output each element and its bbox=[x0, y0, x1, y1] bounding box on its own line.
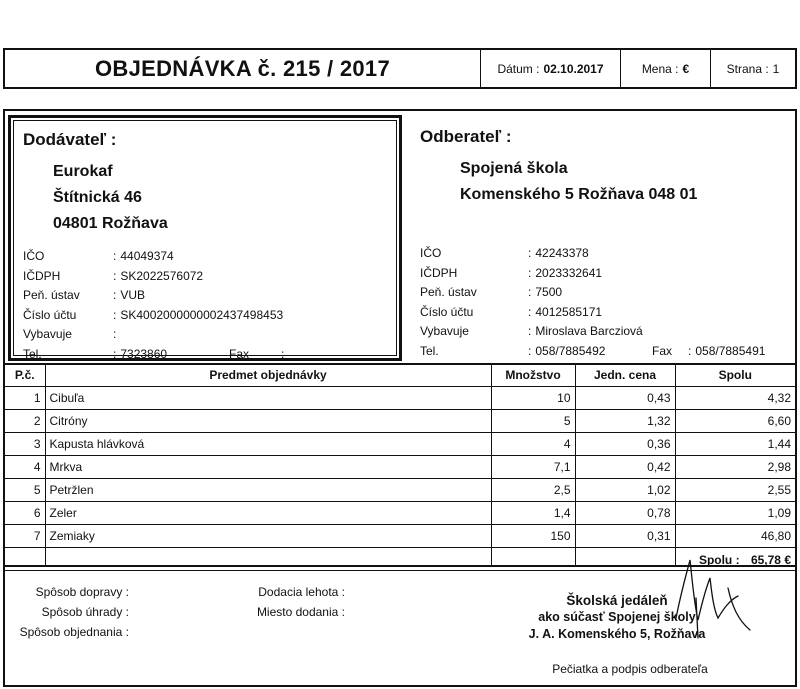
row-item: Zemiaky bbox=[45, 524, 491, 547]
currency-value: € bbox=[682, 61, 690, 76]
detail-key: Vybavuje bbox=[23, 327, 72, 341]
row-total: 6,60 bbox=[675, 409, 795, 432]
row-item: Cibuľa bbox=[45, 386, 491, 409]
buyer-phone-row bbox=[420, 342, 795, 362]
supplier-account-row bbox=[23, 306, 399, 326]
table-header-row bbox=[5, 364, 795, 386]
date-cell bbox=[481, 50, 621, 87]
col-header-no: P.č. bbox=[5, 364, 45, 386]
delivery-term-label: Dodacia lehota : bbox=[258, 585, 345, 599]
page-value: 1 bbox=[772, 61, 780, 76]
page-label: Strana : bbox=[726, 61, 769, 76]
order-title: OBJEDNÁVKA č. 215 / 2017 bbox=[5, 50, 481, 87]
table-row bbox=[5, 455, 795, 478]
table-row bbox=[5, 386, 795, 409]
detail-key: Číslo účtu bbox=[23, 307, 77, 322]
detail-key: IČO bbox=[23, 249, 45, 263]
detail-value: : VUB bbox=[109, 286, 145, 306]
row-unit-price: 1,02 bbox=[575, 478, 675, 501]
supplier-address bbox=[23, 159, 399, 237]
buyer-account-row bbox=[420, 303, 795, 323]
tel-value: : 7323860 bbox=[109, 345, 229, 365]
row-total: 4,32 bbox=[675, 386, 795, 409]
row-no: 3 bbox=[5, 432, 45, 455]
col-header-qty: Množstvo bbox=[491, 364, 575, 386]
row-no: 4 bbox=[5, 455, 45, 478]
row-qty: 150 bbox=[491, 524, 575, 547]
buyer-name: Spojená škola bbox=[460, 160, 568, 177]
row-qty: 5 bbox=[491, 409, 575, 432]
buyer-box bbox=[415, 115, 795, 361]
supplier-ico-row bbox=[23, 247, 399, 267]
detail-value: : 2023332641 bbox=[524, 264, 602, 284]
stamp-line: Školská jedáleň bbox=[566, 593, 668, 608]
buyer-street: Komenského 5 Rožňava 048 01 bbox=[460, 186, 698, 203]
row-item: Kapusta hlávková bbox=[45, 432, 491, 455]
row-total: 2,98 bbox=[675, 455, 795, 478]
supplier-heading: Dodávateľ : bbox=[23, 130, 117, 149]
row-unit-price: 0,78 bbox=[575, 501, 675, 524]
row-qty: 1,4 bbox=[491, 501, 575, 524]
detail-key: IČDPH bbox=[420, 265, 458, 280]
buyer-address bbox=[420, 156, 795, 208]
row-qty: 7,1 bbox=[491, 455, 575, 478]
delivery-place-label: Miesto dodania : bbox=[256, 605, 345, 619]
currency-cell bbox=[621, 50, 711, 87]
row-unit-price: 0,36 bbox=[575, 432, 675, 455]
supplier-details bbox=[23, 247, 399, 364]
buyer-details bbox=[420, 244, 795, 361]
row-no: 2 bbox=[5, 409, 45, 432]
fax-value bbox=[277, 345, 288, 365]
items-table bbox=[5, 363, 795, 567]
ordering-label: Spôsob objednania : bbox=[19, 625, 129, 639]
detail-key: Vybavuje bbox=[420, 324, 469, 338]
tel-label: Tel. bbox=[420, 343, 439, 358]
page-cell bbox=[711, 50, 795, 87]
stamp-line: ako súčasť Spojenej školy bbox=[538, 610, 696, 624]
fax-label: Fax bbox=[229, 346, 250, 361]
detail-key: Peň. ústav bbox=[420, 285, 477, 299]
supplier-street: Štítnická 46 bbox=[53, 189, 142, 206]
detail-value: : SK4002000000002437498453 bbox=[109, 306, 283, 326]
currency-label: Mena : bbox=[641, 61, 679, 76]
row-item: Zeler bbox=[45, 501, 491, 524]
supplier-bank-row bbox=[23, 286, 399, 306]
row-unit-price: 0,31 bbox=[575, 524, 675, 547]
row-unit-price: 0,42 bbox=[575, 455, 675, 478]
supplier-phone-row bbox=[23, 345, 399, 365]
supplier-icdph-row bbox=[23, 267, 399, 287]
col-header-item: Predmet objednávky bbox=[45, 364, 491, 386]
buyer-icdph-row bbox=[420, 264, 795, 284]
row-unit-price: 1,32 bbox=[575, 409, 675, 432]
signature-caption: Pečiatka a podpis odberateľa bbox=[552, 662, 708, 676]
row-qty: 4 bbox=[491, 432, 575, 455]
row-unit-price: 0,43 bbox=[575, 386, 675, 409]
buyer-bank-row bbox=[420, 283, 795, 303]
table-row bbox=[5, 524, 795, 547]
detail-value: : SK2022576072 bbox=[109, 267, 203, 287]
detail-key: Číslo účtu bbox=[420, 304, 474, 319]
transport-label: Spôsob dopravy : bbox=[35, 585, 129, 599]
handwritten-signature bbox=[668, 548, 758, 648]
detail-value: : Miroslava Barcziová bbox=[524, 322, 643, 342]
detail-key: IČDPH bbox=[23, 268, 61, 283]
row-total: 1,09 bbox=[675, 501, 795, 524]
buyer-ico-row bbox=[420, 244, 795, 264]
total-label: Spolu : bbox=[698, 553, 740, 567]
row-qty: 10 bbox=[491, 386, 575, 409]
fax-label: Fax bbox=[652, 343, 673, 358]
supplier-name: Eurokaf bbox=[53, 163, 113, 180]
detail-value: : 44049374 bbox=[109, 247, 174, 267]
supplier-city: 04801 Rožňava bbox=[53, 215, 168, 232]
supplier-contact-row bbox=[23, 325, 399, 345]
tel-label: Tel. bbox=[23, 346, 42, 361]
detail-key: Peň. ústav bbox=[23, 288, 80, 302]
detail-value: : 4012585171 bbox=[524, 303, 602, 323]
date-label: Dátum : bbox=[497, 61, 540, 76]
row-item: Petržlen bbox=[45, 478, 491, 501]
buyer-heading: Odberateľ : bbox=[420, 127, 512, 146]
detail-value bbox=[109, 325, 120, 345]
detail-key: IČO bbox=[420, 246, 442, 260]
row-item: Mrkva bbox=[45, 455, 491, 478]
fax-value: : 058/7885491 bbox=[684, 342, 765, 362]
detail-value: : 42243378 bbox=[524, 244, 589, 264]
table-row bbox=[5, 432, 795, 455]
table-row bbox=[5, 478, 795, 501]
date-value: 02.10.2017 bbox=[543, 61, 604, 76]
row-item: Citróny bbox=[45, 409, 491, 432]
row-no: 6 bbox=[5, 501, 45, 524]
row-no: 5 bbox=[5, 478, 45, 501]
col-header-total: Spolu bbox=[675, 364, 795, 386]
row-total: 1,44 bbox=[675, 432, 795, 455]
supplier-box bbox=[8, 115, 402, 361]
table-row bbox=[5, 501, 795, 524]
stamp-line: J. A. Komenského 5, Rožňava bbox=[528, 627, 706, 641]
table-row bbox=[5, 409, 795, 432]
tel-value: : 058/7885492 bbox=[524, 342, 652, 362]
payment-label: Spôsob úhrady : bbox=[41, 605, 129, 619]
row-total: 2,55 bbox=[675, 478, 795, 501]
order-header bbox=[3, 48, 797, 89]
col-header-unit-price: Jedn. cena bbox=[575, 364, 675, 386]
detail-value: : 7500 bbox=[524, 283, 562, 303]
buyer-contact-row bbox=[420, 322, 795, 342]
row-qty: 2,5 bbox=[491, 478, 575, 501]
row-total: 46,80 bbox=[675, 524, 795, 547]
row-no: 7 bbox=[5, 524, 45, 547]
row-no: 1 bbox=[5, 386, 45, 409]
total-value: 65,78 € bbox=[750, 553, 791, 567]
